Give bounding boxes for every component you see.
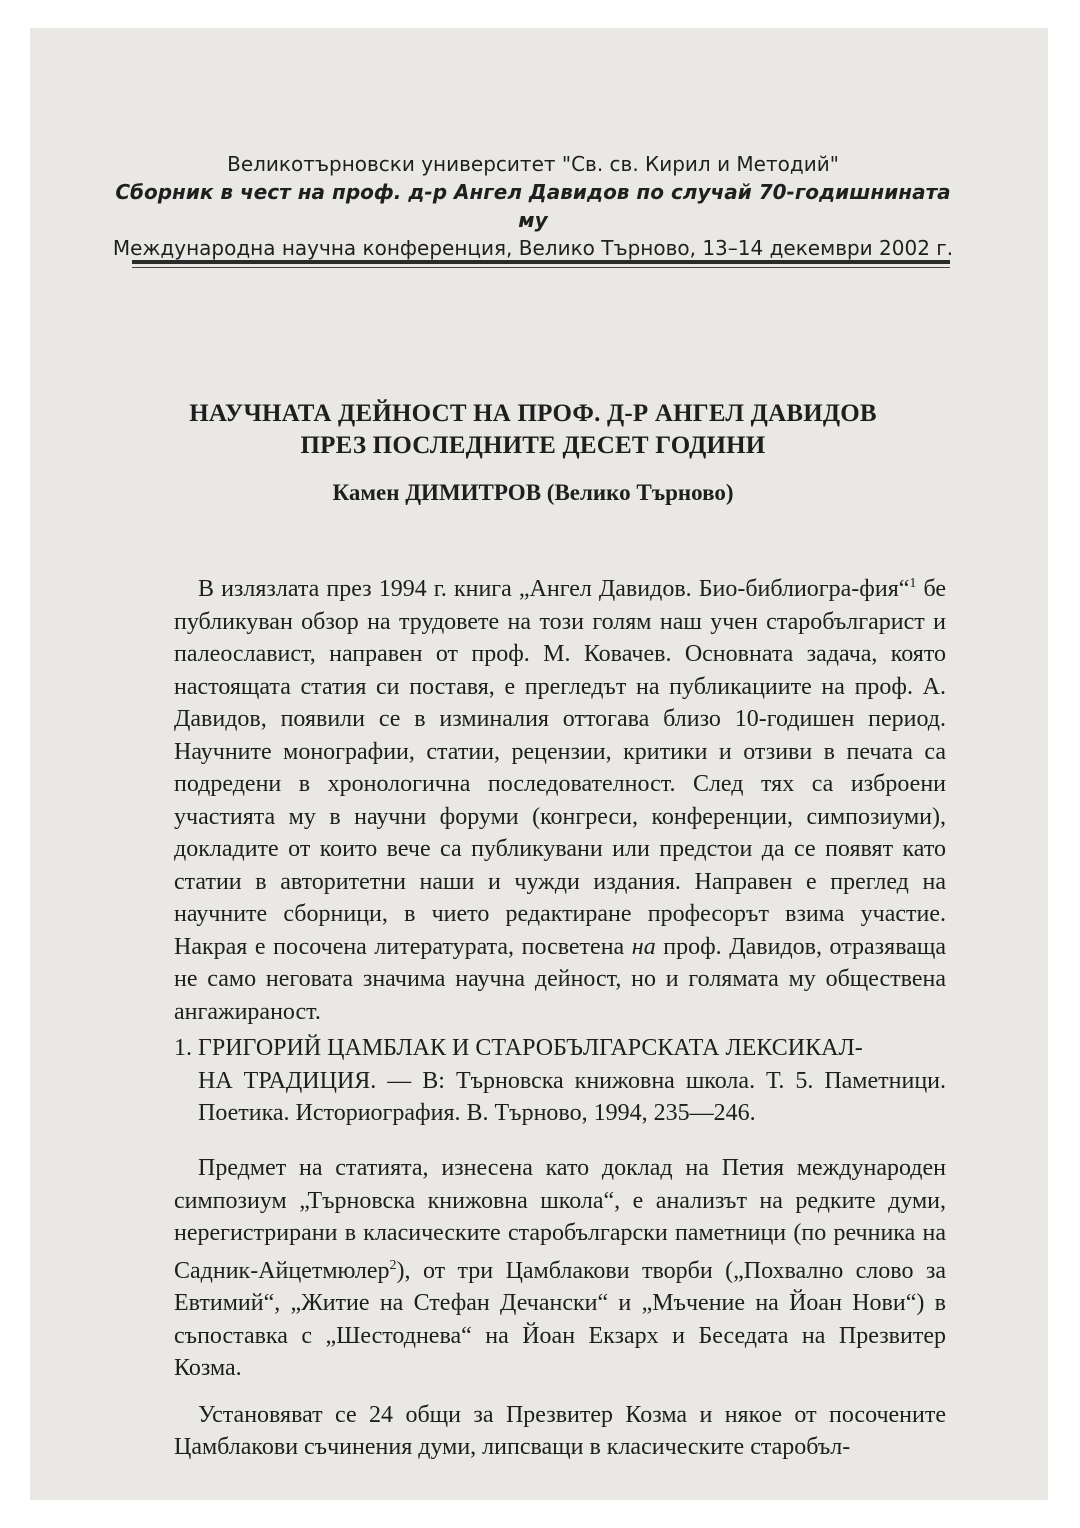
university-line: Великотърновски университет "Св. св. Кирил и Методий" [227, 152, 839, 176]
conference-line: Международна научна конференция, Велико Търново, 13–14 декември 2002 г. [112, 236, 954, 260]
collection-line: Сборник в чест на проф. д-р Ангел Давидов по случай 70-годишнината му [115, 180, 951, 232]
entry-1-description [174, 1152, 946, 1464]
intro-text-1: В излязлата през 1994 г. книга „Ангел Давидов. Био-библиогра-фия“ [198, 576, 910, 602]
intro-text-3: проф. Давидов, отразяваща не само неговата значима научна дейност, но и голямата му обществена ангажираност. [174, 933, 946, 1025]
title-line-1: НАУЧНАТА ДЕЙНОСТ НА ПРОФ. Д-Р АНГЕЛ ДАВИДОВ [189, 400, 877, 427]
description-paragraph-2: Установяват се 24 общи за Презвитер Козма и някое от посочените Цамблакови съчинения думи, липсващи в класическите старобъл- [174, 1401, 946, 1460]
entry-number: 1. [174, 1035, 192, 1061]
intro-italic-word: на [631, 933, 656, 960]
header-rule-thick [132, 260, 950, 264]
footnote-ref-1: 1 [909, 576, 917, 591]
intro-paragraph-block [174, 568, 946, 1028]
desc-text-1: Предмет на статията, изнесена като доклад на Петия международен симпозиум „Търновска книжовна школа“, е анализът на редките думи, нерегистрирани в класическите старобългарски паметници (по речника на Садник-Айцетмюлер [174, 1155, 946, 1284]
bibliography-entry-1 [174, 1032, 946, 1130]
publication-header [110, 150, 956, 262]
article-author: Камен ДИМИТРОВ (Велико Търново) [332, 480, 734, 505]
intro-text-2: бе публикуван обзор на трудовете на този голям наш учен старобългарист и палеославист, направен от проф. М. Ковачев. Основната задача, която настоящата статия си поставя, е прегледът на публикациите на проф. А. Давидов, появили се в изминалия оттогава близо 10-годишен период. Научните монографии, статии, рецензии, критики и отзиви в печата са подредени в хронологична последователност. След тях са изброени участията му в научни форуми (конгреси, конференции, симпозиуми), докладите от които вече са публикувани или предстои да се появят като статии в авторитетни наши и чужди издания. Направен е преглед на научните сборници, в чието редактиране професорът взима участие. Накрая е посочена литературата, посветена [174, 576, 946, 960]
description-paragraph-1 [174, 1152, 946, 1385]
entry-title: ГРИГОРИЙ ЦАМБЛАК И СТАРОБЪЛГАРСКАТА ЛЕКСИКАЛ- [198, 1035, 863, 1061]
title-line-2: ПРЕЗ ПОСЛЕДНИТЕ ДЕСЕТ ГОДИНИ [300, 432, 766, 459]
desc-text-2: ), от три Цамблакови творби („Похвално слово за Евтимий“, „Житие на Стефан Дечански“ и „Мъчение на Йоан Нови“) в съпоставка с „Шестоднева“ на Йоан Екзарх и Беседата на Презвитер Козма. [174, 1257, 946, 1381]
footnote-ref-2: 2 [389, 1257, 397, 1273]
entry-title-line [174, 1032, 946, 1065]
header-rule-thin [132, 267, 950, 268]
entry-continuation: НА ТРАДИЦИЯ. — В: Търновска книжовна школа. Т. 5. Паметници. Поетика. Историография. В. Търново, 1994, 235—246. [198, 1067, 946, 1126]
article-title [110, 398, 956, 462]
intro-paragraph [174, 568, 946, 1028]
